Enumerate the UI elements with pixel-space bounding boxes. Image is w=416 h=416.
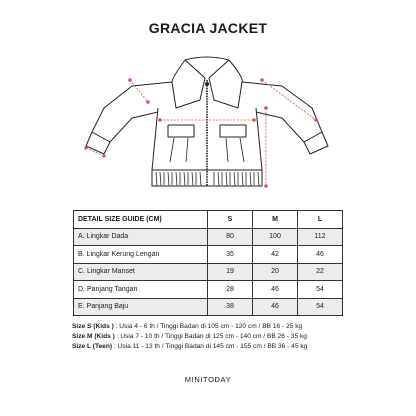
row-value-m: 42 bbox=[253, 246, 298, 264]
size-guide-table bbox=[73, 210, 343, 316]
size-note-text: : Usia 11 - 13 th / Tinggi Badan di 145 cm - 155 cm / BB 36 - 45 kg bbox=[112, 342, 308, 350]
collar-neck bbox=[185, 57, 229, 60]
row-value-m: 20 bbox=[253, 263, 298, 281]
row-value-l: 54 bbox=[298, 281, 343, 299]
zipper-pull-icon bbox=[205, 82, 209, 86]
row-label: E. Panjang Baju bbox=[74, 298, 208, 316]
row-value-m: 46 bbox=[253, 281, 298, 299]
row-value-s: 19 bbox=[208, 263, 253, 281]
table-header-m: M bbox=[253, 211, 298, 229]
size-note-label: Size L (Teen) bbox=[72, 342, 113, 350]
brand-name: MINITODAY bbox=[184, 375, 232, 384]
table-row bbox=[74, 263, 343, 281]
pocket-right bbox=[220, 125, 246, 137]
row-value-l: 22 bbox=[298, 263, 343, 281]
pocket-left-welt bbox=[170, 138, 188, 162]
measure-cuff-line bbox=[86, 148, 104, 156]
table-header-detail: DETAIL SIZE GUIDE (CM) bbox=[74, 211, 208, 229]
row-value-l: 46 bbox=[298, 246, 343, 264]
row-value-s: 28 bbox=[208, 281, 253, 299]
table-row bbox=[74, 281, 343, 299]
row-value-s: 80 bbox=[208, 228, 253, 246]
pocket-right-welt bbox=[226, 138, 244, 162]
row-value-m: 100 bbox=[253, 228, 298, 246]
row-value-l: 112 bbox=[298, 228, 343, 246]
table-header-row bbox=[74, 211, 343, 229]
pocket-left bbox=[168, 125, 194, 137]
row-value-s: 38 bbox=[208, 298, 253, 316]
row-label: A. Lingkar Dada bbox=[74, 228, 208, 246]
size-notes bbox=[72, 322, 307, 351]
table-row bbox=[74, 228, 343, 246]
row-value-m: 46 bbox=[253, 298, 298, 316]
row-value-s: 35 bbox=[208, 246, 253, 264]
table-row bbox=[74, 298, 343, 316]
collar-right bbox=[209, 60, 242, 108]
row-label: D. Panjang Tangan bbox=[74, 281, 208, 299]
size-note-m bbox=[72, 332, 307, 342]
size-note-s bbox=[72, 322, 307, 332]
table-header-l: L bbox=[298, 211, 343, 229]
table-row bbox=[74, 246, 343, 264]
collar-left bbox=[172, 60, 205, 108]
row-label: C. Lingkar Manset bbox=[74, 263, 208, 281]
table-header-s: S bbox=[208, 211, 253, 229]
size-note-text: : Usia 7 - 10 th / Tinggi Badan di 125 cm - 140 cm / BB 26 - 35 kg bbox=[114, 332, 307, 340]
size-note-label: Size S (Kids ) bbox=[72, 323, 114, 330]
measure-armhole-line bbox=[130, 80, 148, 102]
size-note-label: Size M (Kids ) bbox=[72, 332, 115, 340]
size-note-l bbox=[72, 342, 307, 352]
row-value-l: 54 bbox=[298, 298, 343, 316]
page-title: GRACIA JACKET bbox=[148, 20, 268, 36]
left-sleeve bbox=[92, 82, 172, 142]
jacket-measurement-illustration bbox=[0, 0, 416, 200]
row-label: B. Lingkar Kerung Lengan bbox=[74, 246, 208, 264]
measure-sleeve-line bbox=[262, 80, 316, 120]
size-note-text: : Usia 4 - 6 th / Tinggi Badan di 105 cm - 120 cm / BB 16 - 25 kg bbox=[113, 323, 303, 330]
right-sleeve bbox=[242, 82, 322, 142]
